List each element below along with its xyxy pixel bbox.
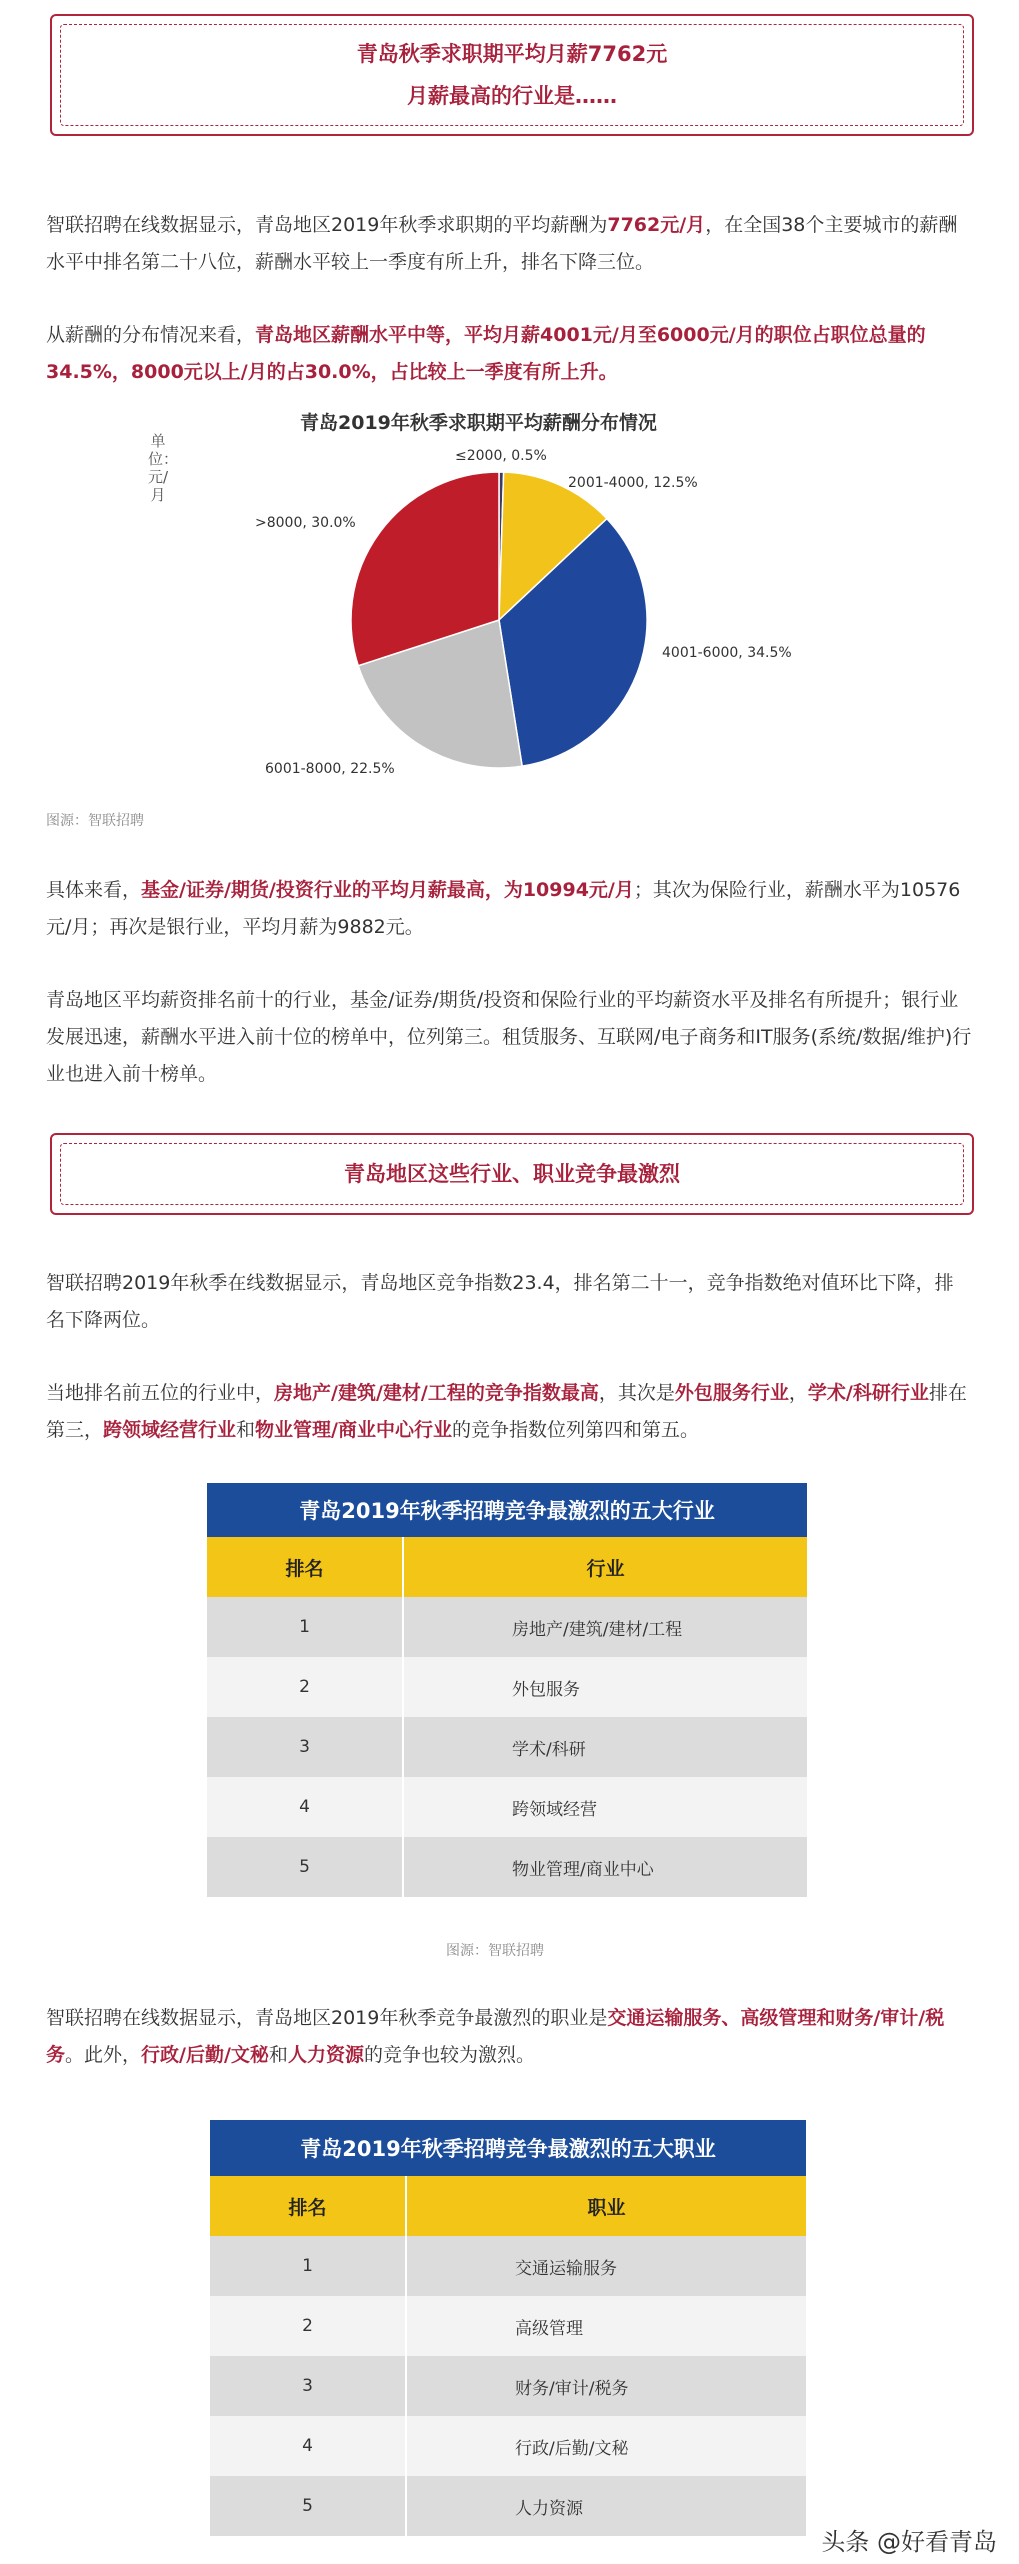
table-row: 3 财务/审计/税务 [210, 2356, 806, 2416]
salary-pie-chart [0, 430, 1019, 850]
banner-title-competition: 青岛地区这些行业、职业竞争最激烈 [344, 1162, 680, 1186]
table-row: 1 交通运输服务 [210, 2236, 806, 2296]
pie-label-4: 6001-8000, 22.5% [265, 761, 395, 777]
section-banner-competition [50, 1133, 974, 1215]
highlight-top-industry: 基金/证券/期货/投资行业的平均月薪最高，为10994元/月 [141, 879, 634, 901]
table-top-occupations [210, 2120, 806, 2536]
table-row: 4 行政/后勤/文秘 [210, 2416, 806, 2476]
table-row: 1 房地产/建筑/建材/工程 [207, 1597, 807, 1657]
footer-watermark: 头条 @好看青岛 [821, 2528, 997, 2556]
table-row: 2 外包服务 [207, 1657, 807, 1717]
table-row: 3 学术/科研 [207, 1717, 807, 1777]
image-source-2: 图源：智联招聘 [446, 1943, 544, 1959]
table-header-row: 排名 职业 [210, 2176, 806, 2236]
paragraph-top-industry-salary: 具体来看，基金/证券/期货/投资行业的平均月薪最高，为10994元/月；其次为保险行业，薪酬水平为10576元/月；再次是银行业，平均月薪为9882元。 [46, 879, 961, 938]
table-top-industries [207, 1483, 807, 1897]
table-row: 2 高级管理 [210, 2296, 806, 2356]
pie-label-5: >8000, 30.0% [255, 515, 356, 531]
banner-title-line2: 月薪最高的行业是…… [407, 84, 617, 108]
section-banner-salary [50, 14, 974, 136]
highlight-salary: 7762元/月 [607, 214, 706, 236]
table-title-row: 青岛2019年秋季招聘竞争最激烈的五大职业 [210, 2120, 806, 2176]
paragraph-salary-distribution: 从薪酬的分布情况来看，青岛地区薪酬水平中等，平均月薪4001元/月至6000元/月的职位占职位总量的34.5%，8000元以上/月的占30.0%，占比较上一季度有所上升。 [46, 324, 926, 383]
banner-title-line1: 青岛秋季求职期平均月薪7762元 [356, 42, 668, 66]
paragraph-competition-index: 智联招聘2019年秋季在线数据显示，青岛地区竞争指数23.4，排名第二十一，竞争指数绝对值环比下降，排名下降两位。 [46, 1272, 954, 1331]
paragraph-competitive-industries: 当地排名前五位的行业中，房地产/建筑/建材/工程的竞争指数最高，其次是外包服务行业，学术/科研行业排在第三，跨领域经营行业和物业管理/商业中心行业的竞争指数位列第四和第五。 [46, 1382, 967, 1441]
table-row: 5 物业管理/商业中心 [207, 1837, 807, 1897]
paragraph-competitive-occupations: 智联招聘在线数据显示，青岛地区2019年秋季竞争最激烈的职业是交通运输服务、高级管理和财务/审计/税务。此外，行政/后勤/文秘和人力资源的竞争也较为激烈。 [46, 2007, 945, 2066]
pie-label-2: 2001-4000, 12.5% [568, 475, 698, 491]
table-row: 5 人力资源 [210, 2476, 806, 2536]
paragraph-average-salary: 智联招聘在线数据显示，青岛地区2019年秋季求职期的平均薪酬为7762元/月，在全国38个主要城市的薪酬水平中排名第二十八位，薪酬水平较上一季度有所上升，排名下降三位。 [46, 214, 958, 273]
chart-title: 青岛2019年秋季求职期平均薪酬分布情况 [300, 412, 657, 434]
highlight-distribution: 青岛地区薪酬水平中等，平均月薪4001元/月至6000元/月的职位占职位总量的34.5%，8000元以上/月的占30.0%，占比较上一季度有所上升。 [46, 324, 926, 383]
paragraph-top-ten-industries: 青岛地区平均薪资排名前十的行业，基金/证券/期货/投资和保险行业的平均薪资水平及排名有所提升；银行业发展迅速，薪酬水平进入前十位的榜单中，位列第三。租赁服务、互联网/电子商务和IT服务(系统/数据/维护)行业也进入前十榜单。 [46, 989, 972, 1085]
table-title-row: 青岛2019年秋季招聘竞争最激烈的五大行业 [207, 1483, 807, 1537]
table-row: 4 跨领域经营 [207, 1777, 807, 1837]
pie-label-1: ≤2000, 0.5% [455, 448, 547, 464]
image-source-1: 图源：智联招聘 [46, 813, 144, 829]
table-header-row: 排名 行业 [207, 1537, 807, 1597]
chart-unit-label: 单位：元/月 [148, 432, 179, 504]
pie-label-3: 4001-6000, 34.5% [662, 645, 792, 661]
